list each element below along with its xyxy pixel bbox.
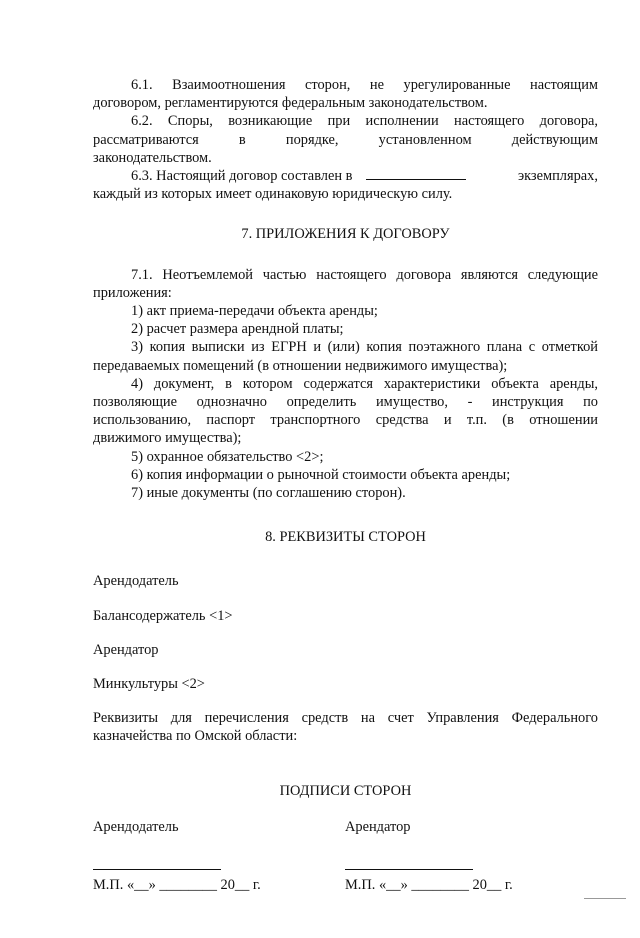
- appendix-item-4-line1: 4) документ, в котором содержатся характеристики объекта аренды,: [131, 375, 598, 392]
- ministry-label: Минкультуры <2>: [93, 676, 205, 693]
- clause-6-1-line1: 6.1. Взаимоотношения сторон, не урегулированные настоящим: [131, 77, 598, 93]
- lessee-signature: [345, 818, 585, 894]
- signature-block: [93, 818, 598, 938]
- appendix-item-4-line3: использованию, паспорт транспортного средства и т.п. (в отношении: [93, 412, 598, 429]
- appendix-item-2: 2) расчет размера арендной платы;: [131, 321, 344, 338]
- appendix-item-3-line2: передаваемых помещений (в отношении недвижимого имущества);: [93, 357, 508, 374]
- appendix-item-6: 6) копия информации о рыночной стоимости объекта аренды;: [131, 466, 511, 483]
- appendix-item-1: 1) акт приема-передачи объекта аренды;: [131, 303, 378, 320]
- copies-count-blank: [366, 167, 466, 180]
- section-8-heading: 8. РЕКВИЗИТЫ СТОРОН: [265, 529, 426, 546]
- lessor-signature-title: Арендодатель: [93, 818, 179, 835]
- page-edge-mark: [584, 898, 626, 899]
- clause-6-3-text-b: экземплярах,: [517, 168, 598, 185]
- appendix-item-4-line4: движимого имущества);: [93, 430, 242, 447]
- lessee-signature-line: [345, 868, 473, 870]
- treasury-details-line2: казначейства по Омской области:: [93, 728, 298, 745]
- document-page: [93, 76, 598, 938]
- clause-6-2-line1: 6.2. Споры, возникающие при исполнении настоящего договора,: [131, 113, 598, 130]
- clause-7-1-line1: 7.1. Неотъемлемой частью настоящего договора являются следующие: [131, 266, 598, 283]
- clause-6-3-line2: каждый из которых имеет одинаковую юридическую силу.: [93, 186, 453, 203]
- clause-7-1-line2: приложения:: [93, 284, 172, 301]
- section-7: [93, 266, 598, 503]
- appendix-item-5: 5) охранное обязательство <2>;: [131, 448, 324, 465]
- clause-6-3-line1: [93, 167, 598, 185]
- lessee-label: Арендатор: [93, 641, 159, 658]
- lessor-signature-line: [93, 868, 221, 870]
- section-6: [93, 76, 598, 203]
- lessor-stamp-date: М.П. «__» ________ 20__ г.: [93, 877, 261, 894]
- lessor-signature: [93, 818, 333, 894]
- appendix-item-4-line2: позволяющие однозначно определить имущество, - инструкция по: [93, 394, 598, 411]
- section-8: [93, 572, 598, 745]
- appendix-item-7: 7) иные документы (по соглашению сторон).: [131, 485, 406, 502]
- clause-6-1-line2: договором, регламентируются федеральным законодательством.: [93, 95, 488, 112]
- lessor-label: Арендодатель: [93, 573, 179, 590]
- section-7-heading: 7. ПРИЛОЖЕНИЯ К ДОГОВОРУ: [241, 226, 450, 243]
- treasury-details-line1: Реквизиты для перечисления средств на счет Управления Федерального: [93, 710, 598, 727]
- signatures-heading: ПОДПИСИ СТОРОН: [279, 782, 412, 799]
- balance-holder-label: Балансодержатель <1>: [93, 607, 233, 624]
- lessee-stamp-date: М.П. «__» ________ 20__ г.: [345, 877, 513, 894]
- clause-6-2-line3: законодательством.: [93, 149, 212, 166]
- appendix-item-3-line1: 3) копия выписки из ЕГРН и (или) копия поэтажного плана с отметкой: [131, 339, 598, 356]
- clause-6-3-text-a: 6.3. Настоящий договор составлен в: [131, 168, 353, 185]
- clause-6-2-line2: рассматриваются в порядке, установленном действующим: [93, 131, 598, 148]
- lessee-signature-title: Арендатор: [345, 818, 411, 835]
